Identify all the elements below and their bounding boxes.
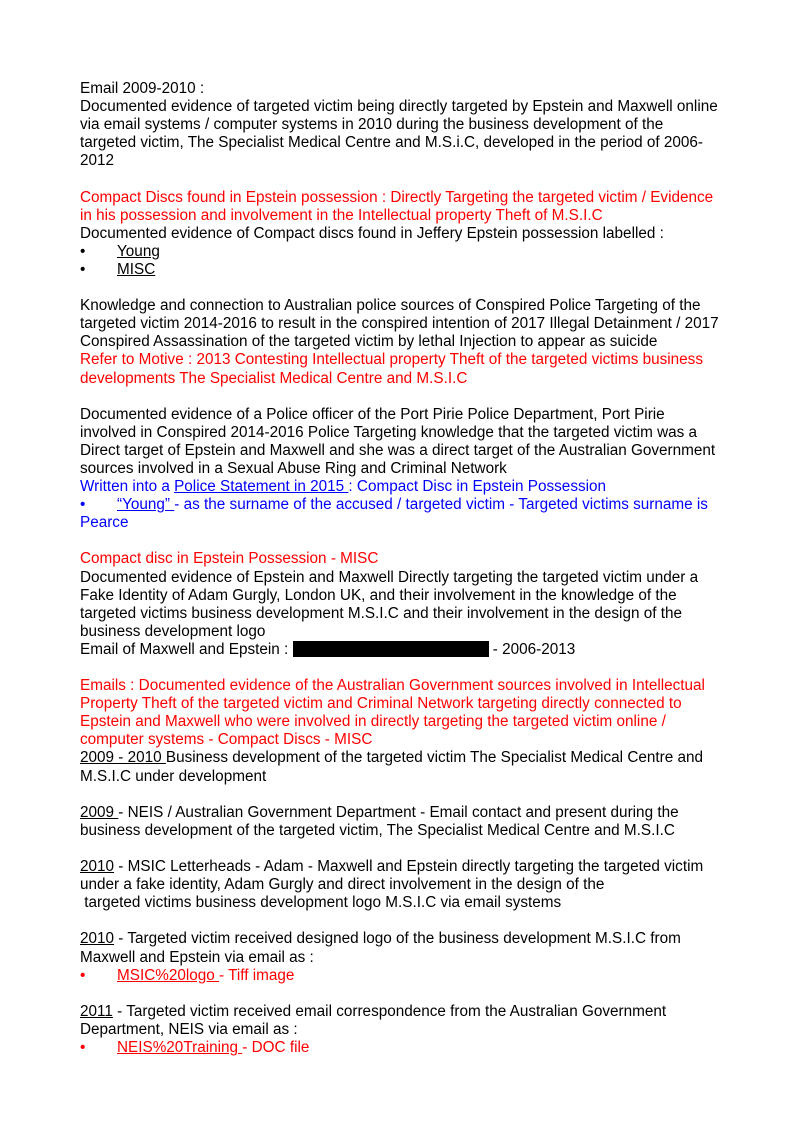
spacer xyxy=(80,388,720,406)
blue-suffix: : Compact Disc in Epstein Possession xyxy=(348,478,607,496)
timeline-year: 2010 xyxy=(80,930,115,948)
neis-training-file-link[interactable]: NEIS%20Training xyxy=(117,1038,243,1056)
blue-line-police-statement xyxy=(80,478,720,496)
spacer xyxy=(80,659,720,677)
red-heading-emails: Emails : Documented evidence of the Australian Government sources involved in Intellectual Property Theft of the targeted victim and Criminal Network targeting directly connected to Epstein and Maxwell who were involved in directly targeting the targeted victim online / computer systems - Compact Discs - MISC xyxy=(80,677,705,749)
timeline-year: 2011 xyxy=(80,1002,113,1020)
timeline-text: - Targeted victim received designed logo of the business development M.S.I.C from Maxwell and Epstein via email as : xyxy=(80,930,681,966)
redaction-box xyxy=(293,641,489,657)
bullet-icon: • xyxy=(80,260,86,278)
paragraph-fake-identity: Documented evidence of Epstein and Maxwell Directly targeting the targeted victim under a Fake Identity of Adam Gurgly, London UK, and their involvement in the knowledge of the targeted victims business development M.S.I.C and their involvement in the design of the business development logo xyxy=(80,568,699,640)
bullet-icon: • xyxy=(80,242,86,260)
spacer xyxy=(80,912,720,930)
red-heading-compact-discs: Compact Discs found in Epstein possession : Directly Targeting the targeted victim / Evidence in his possession and involvement in the Intellectual property Theft of M.S.I.C xyxy=(80,188,714,224)
timeline-year: 2009 xyxy=(80,803,119,821)
spacer xyxy=(80,985,720,1003)
email-line xyxy=(80,641,720,659)
blue-prefix: Written into a xyxy=(80,478,175,496)
timeline-text-continued: targeted victims business development logo M.S.I.C via email systems xyxy=(80,894,562,912)
timeline-text: - NEIS / Australian Government Department - Email contact and present during the business development of the targeted victim, The Specialist Medical Centre and M.S.I.C xyxy=(80,803,679,839)
bullet-icon: • xyxy=(80,966,86,984)
list-item-misc xyxy=(80,261,720,279)
timeline-entry-2010-letterheads xyxy=(80,858,720,894)
timeline-text: - Targeted victim received email correspondence from the Australian Government Department, NEIS via email as : xyxy=(80,1002,667,1038)
email-label: Email of Maxwell and Epstein : xyxy=(80,640,293,658)
paragraph-compact-discs: Documented evidence of Compact discs found in Jeffery Epstein possession labelled : xyxy=(80,224,664,242)
file-type: - Tiff image xyxy=(219,966,295,984)
document-page xyxy=(80,80,720,1057)
email-years: - 2006-2013 xyxy=(488,640,576,658)
list-item-msic-logo xyxy=(80,967,720,985)
paragraph-email-evidence: Documented evidence of targeted victim being directly targeted by Epstein and Maxwell online via email systems / computer systems in 2010 during the business development of the targeted victim, The Specialist Medical Centre and M.S.i.C, developed in the period of 2006-2012 xyxy=(80,98,718,170)
list-item-young xyxy=(80,243,720,261)
timeline-entry-2010-logo xyxy=(80,930,720,966)
timeline-entry-2009-2010 xyxy=(80,749,720,785)
paragraph-police-sources: Knowledge and connection to Australian police sources of Conspired Police Targeting of the targeted victim 2014-2016 to result in the conspired intention of 2017 Illegal Detainment / 2017 Conspired Assassination of the targeted victim by lethal Injection to appear as suicide xyxy=(80,297,719,351)
timeline-year: 2010 xyxy=(80,858,115,876)
disc-label-young: Young xyxy=(117,242,160,260)
list-item-young-surname xyxy=(80,496,720,532)
red-heading-compact-disc-misc: Compact disc in Epstein Possession - MISC xyxy=(80,550,379,568)
timeline-text: - MSIC Letterheads - Adam - Maxwell and Epstein directly targeting the targeted victim under a fake identity, Adam Gurgly and direct involvement in the design of the xyxy=(80,858,704,894)
section-heading-email-2009-2010: Email 2009-2010 : xyxy=(80,80,205,97)
paragraph-port-pirie: Documented evidence of a Police officer of the Port Pirie Police Department, Port Pirie involved in Conspired 2014-2016 Police Targeting knowledge that the targeted victim was a Direct target of Epstein and Maxwell and she was a direct target of the Australian Government sources involved in a Sexual Abuse Ring and Criminal Network xyxy=(80,405,716,477)
timeline-text: Business development of the targeted victim The Specialist Medical Centre and M.S.I.C under development xyxy=(80,749,704,785)
young-link[interactable]: “Young” xyxy=(117,496,175,514)
disc-label-misc: MISC xyxy=(117,260,156,278)
young-note: - as the surname of the accused / targeted victim - Targeted victims surname is Pearce xyxy=(80,496,708,532)
bullet-icon: • xyxy=(80,1038,86,1056)
timeline-year: 2009 - 2010 xyxy=(80,749,166,767)
msic-logo-file-link[interactable]: MSIC%20logo xyxy=(117,966,220,984)
spacer xyxy=(80,786,720,804)
bullet-icon: • xyxy=(80,496,86,514)
timeline-entry-2011 xyxy=(80,1003,720,1039)
spacer xyxy=(80,532,720,550)
spacer xyxy=(80,170,720,188)
red-note-motive: Refer to Motive : 2013 Contesting Intellectual property Theft of the targeted victims business developments The Specialist Medical Centre and M.S.I.C xyxy=(80,351,703,387)
list-item-neis-training xyxy=(80,1039,720,1057)
spacer xyxy=(80,279,720,297)
timeline-entry-2009 xyxy=(80,804,720,840)
file-type: - DOC file xyxy=(242,1038,310,1056)
spacer xyxy=(80,840,720,858)
police-statement-link[interactable]: Police Statement in 2015 xyxy=(174,478,349,496)
